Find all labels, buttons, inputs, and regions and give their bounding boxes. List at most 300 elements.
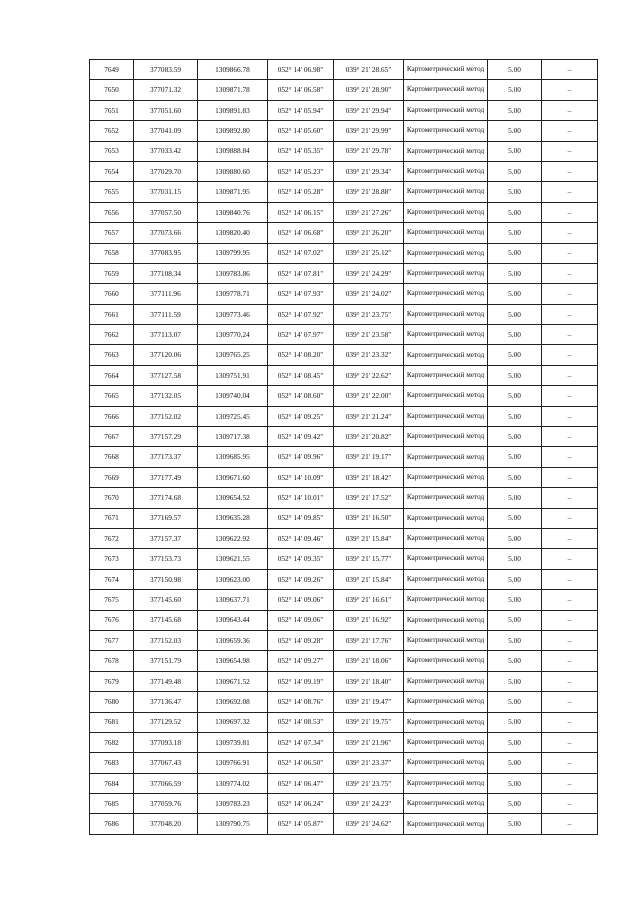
y-coordinate-cell: 1309880.60 <box>198 161 268 181</box>
latitude-cell: 052° 14' 05.87" <box>268 814 334 834</box>
latitude-cell: 052° 14' 06.15" <box>268 202 334 222</box>
point-number-cell: 7661 <box>90 304 134 324</box>
point-number-cell: 7681 <box>90 712 134 732</box>
longitude-cell: 039° 21' 16.61" <box>334 590 404 610</box>
longitude-cell: 039° 21' 28.88" <box>334 182 404 202</box>
note-cell: – <box>542 223 598 243</box>
table-row <box>90 100 598 120</box>
table-row <box>90 223 598 243</box>
table-row <box>90 773 598 793</box>
table-row <box>90 814 598 834</box>
accuracy-cell: 5.00 <box>488 447 542 467</box>
table-row <box>90 386 598 406</box>
table-row <box>90 488 598 508</box>
method-cell: Картометрический метод <box>404 60 488 80</box>
y-coordinate-cell: 1309635.28 <box>198 508 268 528</box>
method-cell: Картометрический метод <box>404 549 488 569</box>
table-row <box>90 753 598 773</box>
x-coordinate-cell: 377145.68 <box>134 610 198 630</box>
note-cell: – <box>542 202 598 222</box>
method-cell: Картометрический метод <box>404 406 488 426</box>
y-coordinate-cell: 1309671.52 <box>198 671 268 691</box>
point-number-cell: 7652 <box>90 121 134 141</box>
table-row <box>90 304 598 324</box>
point-number-cell: 7669 <box>90 467 134 487</box>
point-number-cell: 7649 <box>90 60 134 80</box>
table-row <box>90 141 598 161</box>
accuracy-cell: 5.00 <box>488 549 542 569</box>
longitude-cell: 039° 21' 23.58" <box>334 325 404 345</box>
table-row <box>90 732 598 752</box>
table-row <box>90 365 598 385</box>
method-cell: Картометрический метод <box>404 508 488 528</box>
y-coordinate-cell: 1309888.84 <box>198 141 268 161</box>
longitude-cell: 039° 21' 22.62" <box>334 365 404 385</box>
note-cell: – <box>542 814 598 834</box>
table-row <box>90 325 598 345</box>
method-cell: Картометрический метод <box>404 753 488 773</box>
longitude-cell: 039° 21' 18.06" <box>334 651 404 671</box>
x-coordinate-cell: 377174.68 <box>134 488 198 508</box>
point-number-cell: 7686 <box>90 814 134 834</box>
note-cell: – <box>542 773 598 793</box>
x-coordinate-cell: 377150.98 <box>134 569 198 589</box>
x-coordinate-cell: 377073.66 <box>134 223 198 243</box>
point-number-cell: 7675 <box>90 590 134 610</box>
note-cell: – <box>542 610 598 630</box>
note-cell: – <box>542 182 598 202</box>
note-cell: – <box>542 386 598 406</box>
y-coordinate-cell: 1309871.78 <box>198 80 268 100</box>
accuracy-cell: 5.00 <box>488 141 542 161</box>
coordinates-table <box>89 59 598 835</box>
accuracy-cell: 5.00 <box>488 202 542 222</box>
note-cell: – <box>542 325 598 345</box>
point-number-cell: 7650 <box>90 80 134 100</box>
point-number-cell: 7670 <box>90 488 134 508</box>
method-cell: Картометрический метод <box>404 814 488 834</box>
longitude-cell: 039° 21' 17.52" <box>334 488 404 508</box>
latitude-cell: 052° 14' 09.06" <box>268 590 334 610</box>
table-row <box>90 161 598 181</box>
latitude-cell: 052° 14' 06.24" <box>268 794 334 814</box>
y-coordinate-cell: 1309692.08 <box>198 692 268 712</box>
point-number-cell: 7680 <box>90 692 134 712</box>
table-row <box>90 427 598 447</box>
accuracy-cell: 5.00 <box>488 121 542 141</box>
longitude-cell: 039° 21' 15.84" <box>334 569 404 589</box>
longitude-cell: 039° 21' 23.75" <box>334 304 404 324</box>
x-coordinate-cell: 377145.60 <box>134 590 198 610</box>
x-coordinate-cell: 377029.70 <box>134 161 198 181</box>
method-cell: Картометрический метод <box>404 610 488 630</box>
x-coordinate-cell: 377108.34 <box>134 263 198 283</box>
x-coordinate-cell: 377136.47 <box>134 692 198 712</box>
table-row <box>90 60 598 80</box>
method-cell: Картометрический метод <box>404 161 488 181</box>
note-cell: – <box>542 630 598 650</box>
x-coordinate-cell: 377051.60 <box>134 100 198 120</box>
latitude-cell: 052° 14' 09.19" <box>268 671 334 691</box>
accuracy-cell: 5.00 <box>488 467 542 487</box>
accuracy-cell: 5.00 <box>488 794 542 814</box>
y-coordinate-cell: 1309770.24 <box>198 325 268 345</box>
accuracy-cell: 5.00 <box>488 692 542 712</box>
note-cell: – <box>542 712 598 732</box>
note-cell: – <box>542 60 598 80</box>
latitude-cell: 052° 14' 05.28" <box>268 182 334 202</box>
longitude-cell: 039° 21' 21.24" <box>334 406 404 426</box>
longitude-cell: 039° 21' 29.78" <box>334 141 404 161</box>
coordinates-table-body <box>90 60 598 835</box>
note-cell: – <box>542 345 598 365</box>
method-cell: Картометрический метод <box>404 528 488 548</box>
x-coordinate-cell: 377041.09 <box>134 121 198 141</box>
method-cell: Картометрический метод <box>404 692 488 712</box>
accuracy-cell: 5.00 <box>488 671 542 691</box>
latitude-cell: 052° 14' 09.27" <box>268 651 334 671</box>
note-cell: – <box>542 692 598 712</box>
note-cell: – <box>542 467 598 487</box>
accuracy-cell: 5.00 <box>488 610 542 630</box>
table-row <box>90 263 598 283</box>
note-cell: – <box>542 447 598 467</box>
x-coordinate-cell: 377173.37 <box>134 447 198 467</box>
latitude-cell: 052° 14' 08.45" <box>268 365 334 385</box>
x-coordinate-cell: 377177.49 <box>134 467 198 487</box>
point-number-cell: 7683 <box>90 753 134 773</box>
note-cell: – <box>542 569 598 589</box>
point-number-cell: 7665 <box>90 386 134 406</box>
point-number-cell: 7655 <box>90 182 134 202</box>
accuracy-cell: 5.00 <box>488 325 542 345</box>
accuracy-cell: 5.00 <box>488 427 542 447</box>
point-number-cell: 7658 <box>90 243 134 263</box>
y-coordinate-cell: 1309765.25 <box>198 345 268 365</box>
note-cell: – <box>542 732 598 752</box>
accuracy-cell: 5.00 <box>488 100 542 120</box>
x-coordinate-cell: 377031.15 <box>134 182 198 202</box>
note-cell: – <box>542 794 598 814</box>
y-coordinate-cell: 1309778.71 <box>198 284 268 304</box>
x-coordinate-cell: 377153.73 <box>134 549 198 569</box>
x-coordinate-cell: 377083.59 <box>134 60 198 80</box>
y-coordinate-cell: 1309622.92 <box>198 528 268 548</box>
x-coordinate-cell: 377169.57 <box>134 508 198 528</box>
point-number-cell: 7684 <box>90 773 134 793</box>
longitude-cell: 039° 21' 24.02" <box>334 284 404 304</box>
latitude-cell: 052° 14' 06.58" <box>268 80 334 100</box>
point-number-cell: 7666 <box>90 406 134 426</box>
method-cell: Картометрический метод <box>404 80 488 100</box>
y-coordinate-cell: 1309671.60 <box>198 467 268 487</box>
longitude-cell: 039° 21' 23.32" <box>334 345 404 365</box>
point-number-cell: 7656 <box>90 202 134 222</box>
table-row <box>90 80 598 100</box>
table-row <box>90 528 598 548</box>
accuracy-cell: 5.00 <box>488 304 542 324</box>
longitude-cell: 039° 21' 29.94" <box>334 100 404 120</box>
method-cell: Картометрический метод <box>404 651 488 671</box>
y-coordinate-cell: 1309799.95 <box>198 243 268 263</box>
latitude-cell: 052° 14' 09.35" <box>268 549 334 569</box>
latitude-cell: 052° 14' 06.47" <box>268 773 334 793</box>
x-coordinate-cell: 377111.96 <box>134 284 198 304</box>
y-coordinate-cell: 1309623.00 <box>198 569 268 589</box>
method-cell: Картометрический метод <box>404 202 488 222</box>
table-row <box>90 590 598 610</box>
latitude-cell: 052° 14' 06.68" <box>268 223 334 243</box>
longitude-cell: 039° 21' 25.12" <box>334 243 404 263</box>
y-coordinate-cell: 1309891.83 <box>198 100 268 120</box>
y-coordinate-cell: 1309871.95 <box>198 182 268 202</box>
method-cell: Картометрический метод <box>404 712 488 732</box>
x-coordinate-cell: 377120.06 <box>134 345 198 365</box>
latitude-cell: 052° 14' 08.20" <box>268 345 334 365</box>
longitude-cell: 039° 21' 29.34" <box>334 161 404 181</box>
x-coordinate-cell: 377071.32 <box>134 80 198 100</box>
longitude-cell: 039° 21' 19.17" <box>334 447 404 467</box>
y-coordinate-cell: 1309717.38 <box>198 427 268 447</box>
table-row <box>90 610 598 630</box>
method-cell: Картометрический метод <box>404 630 488 650</box>
method-cell: Картометрический метод <box>404 243 488 263</box>
accuracy-cell: 5.00 <box>488 508 542 528</box>
method-cell: Картометрический метод <box>404 263 488 283</box>
y-coordinate-cell: 1309725.45 <box>198 406 268 426</box>
x-coordinate-cell: 377152.03 <box>134 630 198 650</box>
point-number-cell: 7685 <box>90 794 134 814</box>
x-coordinate-cell: 377067.43 <box>134 753 198 773</box>
y-coordinate-cell: 1309790.75 <box>198 814 268 834</box>
accuracy-cell: 5.00 <box>488 182 542 202</box>
accuracy-cell: 5.00 <box>488 488 542 508</box>
method-cell: Картометрический метод <box>404 467 488 487</box>
longitude-cell: 039° 21' 15.84" <box>334 528 404 548</box>
table-row <box>90 549 598 569</box>
y-coordinate-cell: 1309739.81 <box>198 732 268 752</box>
table-row <box>90 508 598 528</box>
y-coordinate-cell: 1309621.55 <box>198 549 268 569</box>
accuracy-cell: 5.00 <box>488 161 542 181</box>
latitude-cell: 052° 14' 06.50" <box>268 753 334 773</box>
y-coordinate-cell: 1309685.95 <box>198 447 268 467</box>
longitude-cell: 039° 21' 21.96" <box>334 732 404 752</box>
latitude-cell: 052° 14' 09.46" <box>268 528 334 548</box>
accuracy-cell: 5.00 <box>488 243 542 263</box>
latitude-cell: 052° 14' 08.53" <box>268 712 334 732</box>
method-cell: Картометрический метод <box>404 447 488 467</box>
latitude-cell: 052° 14' 08.76" <box>268 692 334 712</box>
accuracy-cell: 5.00 <box>488 60 542 80</box>
x-coordinate-cell: 377066.59 <box>134 773 198 793</box>
latitude-cell: 052° 14' 07.92" <box>268 304 334 324</box>
method-cell: Картометрический метод <box>404 386 488 406</box>
y-coordinate-cell: 1309866.78 <box>198 60 268 80</box>
latitude-cell: 052° 14' 05.35" <box>268 141 334 161</box>
point-number-cell: 7654 <box>90 161 134 181</box>
longitude-cell: 039° 21' 16.50" <box>334 508 404 528</box>
method-cell: Картометрический метод <box>404 304 488 324</box>
x-coordinate-cell: 377033.42 <box>134 141 198 161</box>
method-cell: Картометрический метод <box>404 121 488 141</box>
accuracy-cell: 5.00 <box>488 651 542 671</box>
point-number-cell: 7668 <box>90 447 134 467</box>
x-coordinate-cell: 377132.05 <box>134 386 198 406</box>
latitude-cell: 052° 14' 09.96" <box>268 447 334 467</box>
latitude-cell: 052° 14' 07.02" <box>268 243 334 263</box>
longitude-cell: 039° 21' 24.29" <box>334 263 404 283</box>
y-coordinate-cell: 1309751.91 <box>198 365 268 385</box>
x-coordinate-cell: 377149.48 <box>134 671 198 691</box>
point-number-cell: 7667 <box>90 427 134 447</box>
note-cell: – <box>542 365 598 385</box>
point-number-cell: 7657 <box>90 223 134 243</box>
latitude-cell: 052° 14' 09.25" <box>268 406 334 426</box>
y-coordinate-cell: 1309643.44 <box>198 610 268 630</box>
accuracy-cell: 5.00 <box>488 732 542 752</box>
latitude-cell: 052° 14' 10.01" <box>268 488 334 508</box>
x-coordinate-cell: 377127.58 <box>134 365 198 385</box>
longitude-cell: 039° 21' 22.00" <box>334 386 404 406</box>
note-cell: – <box>542 161 598 181</box>
note-cell: – <box>542 528 598 548</box>
method-cell: Картометрический метод <box>404 182 488 202</box>
x-coordinate-cell: 377113.07 <box>134 325 198 345</box>
method-cell: Картометрический метод <box>404 141 488 161</box>
longitude-cell: 039° 21' 23.37" <box>334 753 404 773</box>
point-number-cell: 7663 <box>90 345 134 365</box>
note-cell: – <box>542 549 598 569</box>
note-cell: – <box>542 304 598 324</box>
method-cell: Картометрический метод <box>404 100 488 120</box>
accuracy-cell: 5.00 <box>488 569 542 589</box>
y-coordinate-cell: 1309740.04 <box>198 386 268 406</box>
accuracy-cell: 5.00 <box>488 528 542 548</box>
point-number-cell: 7659 <box>90 263 134 283</box>
latitude-cell: 052° 14' 06.98" <box>268 60 334 80</box>
x-coordinate-cell: 377083.95 <box>134 243 198 263</box>
longitude-cell: 039° 21' 26.20" <box>334 223 404 243</box>
point-number-cell: 7651 <box>90 100 134 120</box>
x-coordinate-cell: 377059.76 <box>134 794 198 814</box>
note-cell: – <box>542 651 598 671</box>
accuracy-cell: 5.00 <box>488 590 542 610</box>
longitude-cell: 039° 21' 24.23" <box>334 794 404 814</box>
accuracy-cell: 5.00 <box>488 80 542 100</box>
y-coordinate-cell: 1309637.71 <box>198 590 268 610</box>
y-coordinate-cell: 1309774.02 <box>198 773 268 793</box>
method-cell: Картометрический метод <box>404 794 488 814</box>
latitude-cell: 052° 14' 09.42" <box>268 427 334 447</box>
table-row <box>90 202 598 222</box>
note-cell: – <box>542 284 598 304</box>
table-row <box>90 345 598 365</box>
x-coordinate-cell: 377093.18 <box>134 732 198 752</box>
x-coordinate-cell: 377111.59 <box>134 304 198 324</box>
point-number-cell: 7682 <box>90 732 134 752</box>
point-number-cell: 7660 <box>90 284 134 304</box>
y-coordinate-cell: 1309840.76 <box>198 202 268 222</box>
longitude-cell: 039° 21' 27.26" <box>334 202 404 222</box>
latitude-cell: 052° 14' 05.60" <box>268 121 334 141</box>
note-cell: – <box>542 121 598 141</box>
longitude-cell: 039° 21' 19.47" <box>334 692 404 712</box>
x-coordinate-cell: 377157.29 <box>134 427 198 447</box>
point-number-cell: 7671 <box>90 508 134 528</box>
accuracy-cell: 5.00 <box>488 773 542 793</box>
latitude-cell: 052° 14' 10.09" <box>268 467 334 487</box>
y-coordinate-cell: 1309783.23 <box>198 794 268 814</box>
note-cell: – <box>542 427 598 447</box>
y-coordinate-cell: 1309783.86 <box>198 263 268 283</box>
y-coordinate-cell: 1309820.40 <box>198 223 268 243</box>
method-cell: Картометрический метод <box>404 223 488 243</box>
accuracy-cell: 5.00 <box>488 263 542 283</box>
note-cell: – <box>542 590 598 610</box>
latitude-cell: 052° 14' 09.85" <box>268 508 334 528</box>
method-cell: Картометрический метод <box>404 345 488 365</box>
longitude-cell: 039° 21' 19.75" <box>334 712 404 732</box>
accuracy-cell: 5.00 <box>488 345 542 365</box>
method-cell: Картометрический метод <box>404 590 488 610</box>
longitude-cell: 039° 21' 18.42" <box>334 467 404 487</box>
longitude-cell: 039° 21' 15.77" <box>334 549 404 569</box>
latitude-cell: 052° 14' 08.60" <box>268 386 334 406</box>
method-cell: Картометрический метод <box>404 671 488 691</box>
point-number-cell: 7662 <box>90 325 134 345</box>
table-row <box>90 692 598 712</box>
longitude-cell: 039° 21' 28.65" <box>334 60 404 80</box>
note-cell: – <box>542 488 598 508</box>
longitude-cell: 039° 21' 20.82" <box>334 427 404 447</box>
latitude-cell: 052° 14' 05.23" <box>268 161 334 181</box>
table-row <box>90 630 598 650</box>
table-row <box>90 794 598 814</box>
point-number-cell: 7677 <box>90 630 134 650</box>
note-cell: – <box>542 753 598 773</box>
note-cell: – <box>542 508 598 528</box>
point-number-cell: 7676 <box>90 610 134 630</box>
latitude-cell: 052° 14' 07.93" <box>268 284 334 304</box>
y-coordinate-cell: 1309773.46 <box>198 304 268 324</box>
longitude-cell: 039° 21' 29.99" <box>334 121 404 141</box>
longitude-cell: 039° 21' 28.90" <box>334 80 404 100</box>
y-coordinate-cell: 1309892.80 <box>198 121 268 141</box>
accuracy-cell: 5.00 <box>488 223 542 243</box>
accuracy-cell: 5.00 <box>488 365 542 385</box>
x-coordinate-cell: 377129.52 <box>134 712 198 732</box>
point-number-cell: 7678 <box>90 651 134 671</box>
longitude-cell: 039° 21' 16.92" <box>334 610 404 630</box>
latitude-cell: 052° 14' 07.81" <box>268 263 334 283</box>
x-coordinate-cell: 377048.20 <box>134 814 198 834</box>
table-row <box>90 712 598 732</box>
longitude-cell: 039° 21' 17.76" <box>334 630 404 650</box>
y-coordinate-cell: 1309697.32 <box>198 712 268 732</box>
accuracy-cell: 5.00 <box>488 406 542 426</box>
x-coordinate-cell: 377151.79 <box>134 651 198 671</box>
table-row <box>90 243 598 263</box>
note-cell: – <box>542 243 598 263</box>
note-cell: – <box>542 141 598 161</box>
point-number-cell: 7664 <box>90 365 134 385</box>
accuracy-cell: 5.00 <box>488 284 542 304</box>
latitude-cell: 052° 14' 07.97" <box>268 325 334 345</box>
method-cell: Картометрический метод <box>404 427 488 447</box>
method-cell: Картометрический метод <box>404 732 488 752</box>
table-row <box>90 671 598 691</box>
